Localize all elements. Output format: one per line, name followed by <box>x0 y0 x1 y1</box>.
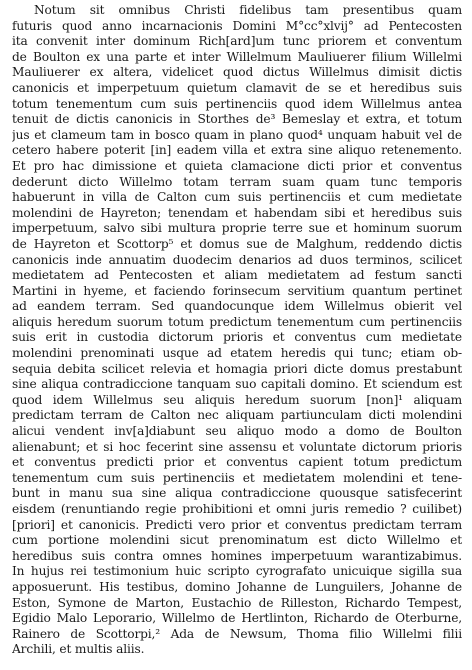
text-line: cum portione molendini sicut prenominatum est dicto Willelmo et <box>12 533 462 548</box>
text-line: Egidio Malo Leporario, Willelmo de Hertlinton, Richardo de Oterburne, <box>12 611 462 626</box>
text-line: totum tenementum cum suis pertinenciis quod idem Willelmus antea <box>12 96 462 111</box>
text-line: molendini de Hayreton; tenendam et habendam sibi et heredibus suis <box>12 205 462 220</box>
text-line: sine aliqua contradiccione tanquam suo capitali domino. Et sciendum est <box>12 377 462 392</box>
text-line: eisdem (renuntiando regie prohibitioni et omni juris remedio ? cuilibet) <box>12 502 462 516</box>
text-line: et conventus predicti prior et conventus capient totum predictum <box>12 455 462 470</box>
text-line: quod idem Willelmus seu aliquis heredum suorum [non]¹ aliquam <box>12 392 462 407</box>
text-line: Notum sit omnibus Christi fidelibus tam presentibus quam <box>34 3 462 17</box>
text-line: sequia debita scilicet relevia et homagia priori dicte domus prestabunt <box>12 361 462 376</box>
text-line: dederunt dicto Willelmo totam terram suam quam tunc temporis <box>12 174 462 189</box>
text-line: tenementum cum suis pertinenciis et medietatem molendini et tene- <box>12 470 462 485</box>
text-line: Et pro hac dimissione et quieta clamacione dicti prior et conventus <box>12 158 462 173</box>
text-line: de Boulton ex una parte et inter Willelmum Mauliuerer filium Willelmi <box>12 49 462 64</box>
text-line: Archili, et multis aliis. <box>12 642 145 657</box>
text-line: alienabunt; et si hoc fecerint sine assensu et voluntate dictorum prioris <box>12 439 462 454</box>
text-line: [priori] et canonicis. Predicti vero prior et conventus predictam terram <box>12 517 462 532</box>
text-line: suis erit in custodia dictorum prioris et conventus cum medietate <box>12 330 462 345</box>
text-line: molendini prenominati usque ad etatem heredis qui tunc; etiam ob- <box>12 346 462 361</box>
text-line: canonicis et imperpetuum quietum clamavit de se et heredibus suis <box>12 80 462 95</box>
text-line: imperpetuum, salvo sibi multura proprie terre sue et hominum suorum <box>12 221 462 236</box>
text-line: de Hayreton et Scottorp⁵ et domus sue de Malghum, reddendo dictis <box>12 236 462 251</box>
text-line: heredibus suis contra omnes homines imperpetuum warantizabimus. <box>12 548 462 563</box>
text-line: predictam terram de Calton nec aliquam partiunculam dicti molendini <box>12 408 462 423</box>
text-line: bunt in manu sua sine aliqua contradiccione quousque satisfecerint <box>12 486 462 501</box>
text-line: Rainero de Scottorpi,² Ada de Newsum, Thoma filio Willelmi filii <box>12 626 462 641</box>
text-line: apposuerunt. His testibus, domino Johanne de Lunguilers, Johanne de <box>12 579 462 594</box>
text-line: medietatem ad Pentecosten et aliam medietatem ad festum sancti <box>12 268 462 283</box>
text-line: canonicis inde annuatim duodecim denarios ad duos terminos, scilicet <box>12 252 462 267</box>
text-line: jus et clameum tam in bosco quam in plano quod⁴ unquam habuit vel de <box>12 127 462 142</box>
text-line: aliquis heredum suorum totum predictum tenementum cum pertinenciis <box>12 314 462 329</box>
text-line: cetero habere poterit [in] eadem villa et extra sine aliquo retenemento. <box>12 143 462 158</box>
text-line: habuerunt in villa de Calton cum suis pertinenciis et cum medietate <box>12 190 462 205</box>
text-line: Eston, Symone de Marton, Eustachio de Rilleston, Richardo Tempest, <box>12 595 462 610</box>
text-line: futuris quod anno incarnacionis Domini M°cc°xlvij° ad Pentecosten <box>12 18 462 33</box>
text-line: Martini in hyeme, et faciendo forinsecum servitium quantum pertinet <box>12 283 462 298</box>
text-line: ita convenit inter dominum Rich[ard]um tunc priorem et conventum <box>12 34 462 49</box>
text-line: In hujus rei testimonium huic scripto cyrografato unicuique sigilla sua <box>12 564 462 579</box>
text-line: alicui vendent inv[a]diabunt seu aliquo modo a domo de Boulton <box>12 424 462 439</box>
text-line: Mauliuerer ex altera, videlicet quod dictus Willelmus dimisit dictis <box>12 65 462 80</box>
text-line: ad eandem terram. Sed quandocunque idem Willelmus obierit vel <box>12 299 462 314</box>
charter-paragraph <box>12 3 462 658</box>
text-line: tenuit de dictis canonicis in Storthes de³ Bemeslay et extra, et totum <box>12 112 462 127</box>
